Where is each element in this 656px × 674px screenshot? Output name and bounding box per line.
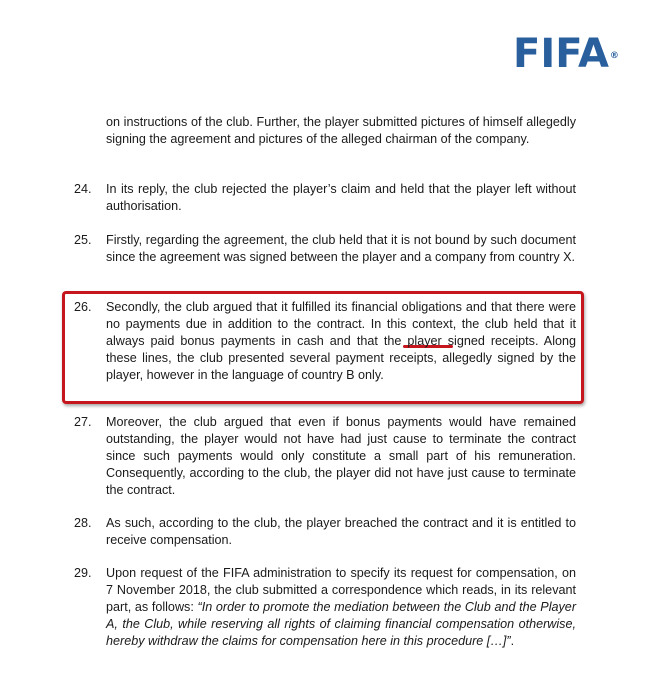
paragraph-number: 29. <box>74 566 92 580</box>
quoted-text: “In order to promote the mediation between the Club and the Player A, the Club, while reserving all rights of claiming financial compensation otherwise, hereby withdraw the claims for compensation here in this procedure […]” <box>106 599 577 648</box>
paragraph-27 <box>74 414 576 499</box>
paragraph-number: 24. <box>74 182 92 196</box>
paragraph-text: on instructions of the club. Further, the player submitted pictures of himself allegedly signing the agreement and pictures of the alleged chairman of the company. <box>106 115 576 146</box>
registered-mark: ® <box>609 51 619 61</box>
paragraph-text <box>106 565 576 650</box>
paragraph-26 <box>74 299 576 384</box>
paragraph-number: 25. <box>74 233 92 247</box>
fifa-logo <box>513 31 619 77</box>
paragraph-25 <box>74 232 576 266</box>
paragraph-end: . <box>510 633 515 648</box>
paragraph-number: 27. <box>74 415 92 429</box>
paragraph-continuation <box>74 114 576 148</box>
paragraph-28 <box>74 515 576 549</box>
paragraph-24 <box>74 181 576 215</box>
paragraph-number: 26. <box>74 300 92 314</box>
paragraph-text: Firstly, regarding the agreement, the club held that it is not bound by such document since the agreement was signed between the player and a company from country X. <box>106 233 576 264</box>
paragraph-text: Moreover, the club argued that even if bonus payments would have remained outstanding, the player would not have had just cause to terminate the contract since such payments would only constitute a small part of his remuneration. Consequently, according to the club, the player did not have just cause to terminate the contract. <box>106 415 576 497</box>
paragraph-text: As such, according to the club, the player breached the contract and it is entitled to receive compensation. <box>106 516 576 547</box>
paragraph-body: Upon request of the FIFA administration to specify its request for compensation, on 7 November 2018, the club submitted a correspondence which reads, in its relevant part, as follows: <box>106 566 576 614</box>
paragraph-number: 28. <box>74 516 92 530</box>
paragraph-text: In its reply, the club rejected the player’s claim and held that the player left without authorisation. <box>106 182 576 213</box>
logo-text: FIFA <box>513 31 609 77</box>
paragraph-text: Secondly, the club argued that it fulfilled its financial obligations and that there were no payments due in addition to the contract. In this context, the club held that it always paid bonus payments in cash and that the player signed receipts. Along these lines, the club presented several payment receipts, allegedly signed by the player, however in the language of country B only. <box>106 300 576 382</box>
paragraph-29 <box>74 565 576 650</box>
